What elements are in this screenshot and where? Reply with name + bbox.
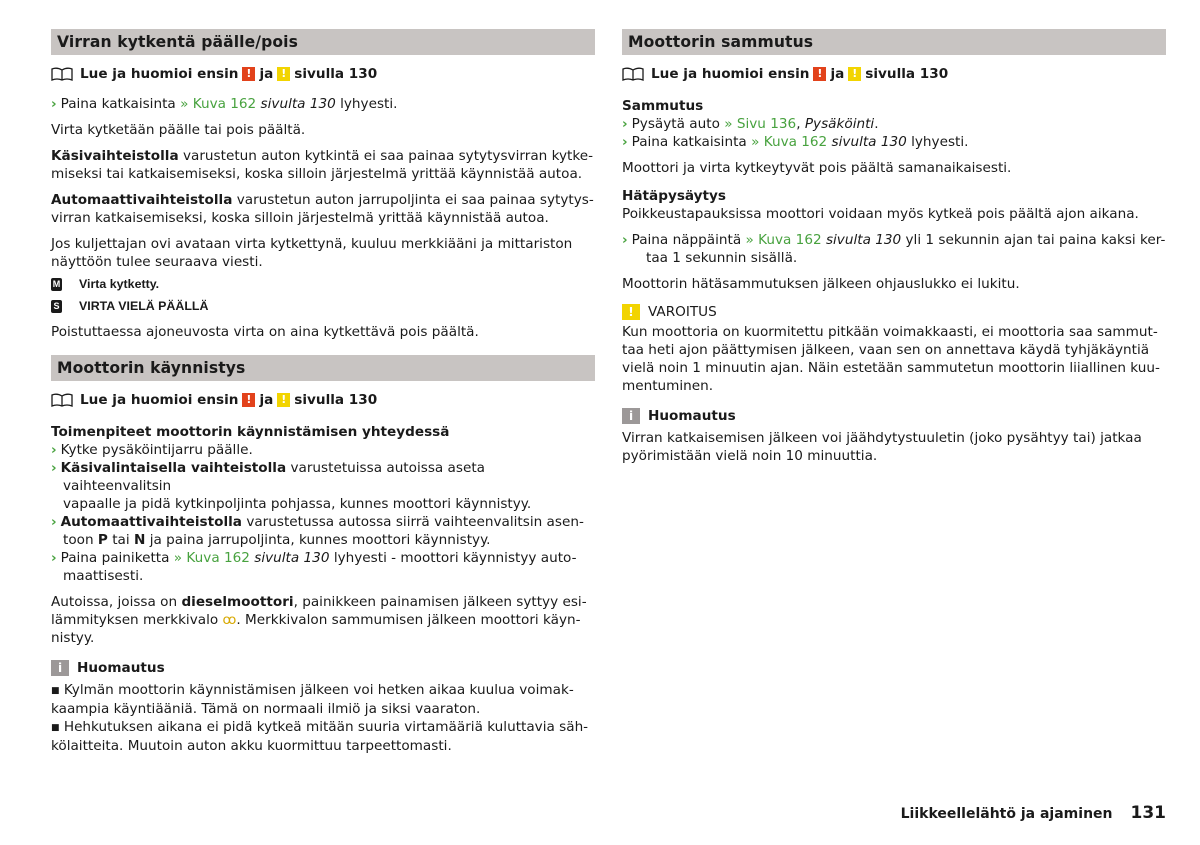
note-heading xyxy=(51,659,595,677)
text: nistyy. xyxy=(51,630,95,646)
page-footer xyxy=(900,804,1166,823)
read-first-note xyxy=(51,391,595,409)
read-first-page: sivulla 130 xyxy=(294,392,378,408)
bullet-icon: ■ xyxy=(51,723,60,733)
text: Virran katkaisemisen jälkeen voi jäähdytystuuletin (joko pysähtyy tai) jatkaa xyxy=(622,430,1142,446)
note-item xyxy=(51,681,595,718)
step xyxy=(51,459,595,513)
text: kölaitteita. Muutoin auton akku kuormittuu tarpeettomasti. xyxy=(51,738,452,754)
text: ja paina jarrupoljinta, kunnes moottori käynnistyy. xyxy=(149,532,491,548)
s-icon: S xyxy=(51,300,62,313)
m-icon: M xyxy=(52,278,61,289)
paragraph-manual xyxy=(51,147,595,183)
arrow-icon: › xyxy=(51,550,57,566)
text: kaampia käyntiääniä. Tämä on normaali ilmiö ja siksi vaaraton. xyxy=(51,701,481,717)
read-first-note xyxy=(51,65,595,83)
text: toon xyxy=(63,532,94,548)
read-first-text: Lue ja huomioi ensin xyxy=(651,66,810,82)
text: , painikkeen painamisen jälkeen syttyy esi- xyxy=(293,594,587,610)
subheading: Hätäpysäytys xyxy=(622,188,726,204)
text: vielä noin 1 minuutin ajan. Näin estetään sammutetun moottorin liiallinen kuu- xyxy=(622,360,1160,376)
warning-red-icon: ! xyxy=(813,67,826,81)
note-text xyxy=(622,429,1166,465)
text: varustetun auton jarrupoljinta ei saa painaa sytytys- xyxy=(236,192,594,208)
read-first-and: ja xyxy=(830,66,845,82)
text: lyhyesti - moottori käynnistyy auto- xyxy=(333,550,577,566)
paragraph: Poistuttaessa ajoneuvosta virta on aina kytkettävä pois päältä. xyxy=(51,324,479,340)
text: maattisesti. xyxy=(63,568,144,584)
text: Kun moottoria on kuormitettu pitkään voimakkaasti, ei moottoria saa sammut- xyxy=(622,324,1158,340)
text: Kytke pysäköintijarru päälle. xyxy=(60,442,253,458)
read-first-note xyxy=(622,65,1166,83)
book-icon xyxy=(622,67,644,81)
read-first-page: sivulla 130 xyxy=(865,66,949,82)
figure-link[interactable]: » Kuva 162 xyxy=(180,96,257,112)
gear-n: N xyxy=(133,532,146,548)
text: Paina painiketta xyxy=(60,550,170,566)
message-text: Virta kytketty. xyxy=(79,277,160,291)
book-icon xyxy=(51,393,73,407)
gear-p: P xyxy=(97,532,108,548)
read-first-and: ja xyxy=(259,392,274,408)
warning-red-icon: ! xyxy=(242,393,255,407)
step-end: lyhyesti. xyxy=(340,96,398,112)
page-link[interactable]: » Sivu 136 xyxy=(724,116,797,132)
text: Hehkutuksen aikana ei pidä kytkeä mitään suuria virtamääriä kuluttavia säh- xyxy=(63,719,589,735)
step xyxy=(51,441,595,459)
step-press-switch xyxy=(51,95,595,113)
paragraph: Moottorin hätäsammutuksen jälkeen ohjauslukko ei lukitu. xyxy=(622,276,1020,292)
note-heading xyxy=(622,407,1166,425)
text: varustetun auton kytkintä ei saa painaa sytytysvirran kytke- xyxy=(182,148,594,164)
section-title-stop: Moottorin sammutus xyxy=(622,29,1166,55)
bold-term: Käsivaihteistolla xyxy=(51,148,179,164)
text: taa 1 sekunnin sisällä. xyxy=(646,250,798,266)
read-first-text: Lue ja huomioi ensin xyxy=(80,392,239,408)
display-message-s xyxy=(51,297,595,315)
text: Paina näppäintä xyxy=(631,232,742,248)
bold-term: Käsivalintaisella vaihteistolla xyxy=(60,460,287,476)
book-icon xyxy=(51,67,73,81)
section-title-start: Moottorin käynnistys xyxy=(51,355,595,381)
figure-link[interactable]: » Kuva 162 xyxy=(173,550,250,566)
step-text: Paina katkaisinta xyxy=(60,96,176,112)
text: Kylmän moottorin käynnistämisen jälkeen voi hetken aikaa kuulua voimak- xyxy=(63,682,574,698)
text: Jos kuljettajan ovi avataan virta kytkettynä, kuuluu merkkiääni ja mittariston xyxy=(51,236,573,252)
text: pyörimistään vielä noin 10 minuuttia. xyxy=(622,448,878,464)
step xyxy=(51,549,595,585)
text: vapaalle ja pidä kytkinpoljinta pohjassa, kunnes moottori käynnistyy. xyxy=(63,496,532,512)
text: Paina katkaisinta xyxy=(631,134,747,150)
text: miseksi tai katkaisemiseksi, koska silloin järjestelmä yrittää käynnistää autoa. xyxy=(51,166,583,182)
step xyxy=(622,231,1166,267)
step xyxy=(622,133,1166,151)
arrow-icon: › xyxy=(622,116,628,132)
text: taa heti ajon päättymisen jälkeen, vaan sen on annettava käydä tyhjäkäyntiä xyxy=(622,342,1150,358)
warning-title: VAROITUS xyxy=(648,304,717,320)
warning-red-icon: ! xyxy=(242,67,255,81)
page-ref: sivulta 130 xyxy=(260,96,336,112)
text: . Merkkivalon sammumisen jälkeen moottori käyn- xyxy=(236,612,581,628)
arrow-icon: › xyxy=(622,232,628,248)
text: lämmityksen merkkivalo xyxy=(51,612,219,628)
read-first-page: sivulla 130 xyxy=(294,66,378,82)
note-item xyxy=(51,718,595,755)
text: varustetuissa autoissa aseta vaihteenvalitsin xyxy=(63,460,485,494)
figure-link[interactable]: » Kuva 162 xyxy=(745,232,822,248)
text: Pysäytä auto xyxy=(631,116,720,132)
text: tai xyxy=(112,532,130,548)
note-title: Huomautus xyxy=(648,408,736,424)
text: yli 1 sekunnin ajan tai paina kaksi ker- xyxy=(905,232,1166,248)
arrow-icon: › xyxy=(51,442,57,458)
page-ref: sivulta 130 xyxy=(831,134,907,150)
arrow-icon: › xyxy=(51,96,57,112)
bold-term: Automaattivaihteistolla xyxy=(51,192,233,208)
page-ref: Pysäköinti xyxy=(804,116,875,132)
page-number: 131 xyxy=(1130,803,1166,823)
warning-icon: ! xyxy=(622,304,640,320)
arrow-icon: › xyxy=(51,514,57,530)
bold-term: dieselmoottori xyxy=(181,594,294,610)
subheading: Toimenpiteet moottorin käynnistämisen yhteydessä xyxy=(51,424,450,440)
paragraph-diesel xyxy=(51,593,595,647)
info-icon: i xyxy=(51,660,69,676)
info-icon: i xyxy=(622,408,640,424)
display-message-m xyxy=(51,275,595,293)
text: virran katkaisemiseksi, koska silloin järjestelmä yrittää käynnistää autoa. xyxy=(51,210,549,226)
page-ref: sivulta 130 xyxy=(825,232,902,248)
text: varustetussa autossa siirrä vaihteenvalitsin asen- xyxy=(246,514,584,530)
step: › Pysäytä auto » Sivu 136, Pysäköinti. xyxy=(622,116,879,132)
warning-yellow-icon: ! xyxy=(277,67,290,81)
arrow-icon: › xyxy=(51,460,57,476)
right-column xyxy=(622,29,1166,465)
warning-heading xyxy=(622,303,1166,321)
note-title: Huomautus xyxy=(77,660,165,676)
message-text: VIRTA VIELÄ PÄÄLLÄ xyxy=(79,299,209,313)
step xyxy=(51,513,595,549)
left-column xyxy=(51,29,595,755)
bullet-icon: ■ xyxy=(51,686,60,696)
read-first-and: ja xyxy=(259,66,274,82)
text: näyttöön tulee seuraava viesti. xyxy=(51,254,263,270)
page-ref: sivulta 130 xyxy=(254,550,330,566)
figure-link[interactable]: » Kuva 162 xyxy=(751,134,828,150)
text: lyhyesti. xyxy=(911,134,969,150)
paragraph: Moottori ja virta kytkeytyvät pois päältä samanaikaisesti. xyxy=(622,160,1012,176)
warning-yellow-icon: ! xyxy=(277,393,290,407)
warning-yellow-icon: ! xyxy=(848,67,861,81)
paragraph-automatic xyxy=(51,191,595,227)
chapter-title: Liikkeellelähtö ja ajaminen xyxy=(900,806,1113,822)
section-title-power: Virran kytkentä päälle/pois xyxy=(51,29,595,55)
read-first-text: Lue ja huomioi ensin xyxy=(80,66,239,82)
text: mentuminen. xyxy=(622,378,714,394)
paragraph-door xyxy=(51,235,595,271)
paragraph: Virta kytketään päälle tai pois päältä. xyxy=(51,122,306,138)
subheading: Sammutus xyxy=(622,98,704,114)
glow-plug-icon: ꝏ xyxy=(222,612,237,628)
warning-text xyxy=(622,323,1166,395)
arrow-icon: › xyxy=(622,134,628,150)
text: Autoissa, joissa on xyxy=(51,594,178,610)
paragraph: Poikkeustapauksissa moottori voidaan myös kytkeä pois päältä ajon aikana. xyxy=(622,206,1139,222)
bold-term: Automaattivaihteistolla xyxy=(60,514,242,530)
